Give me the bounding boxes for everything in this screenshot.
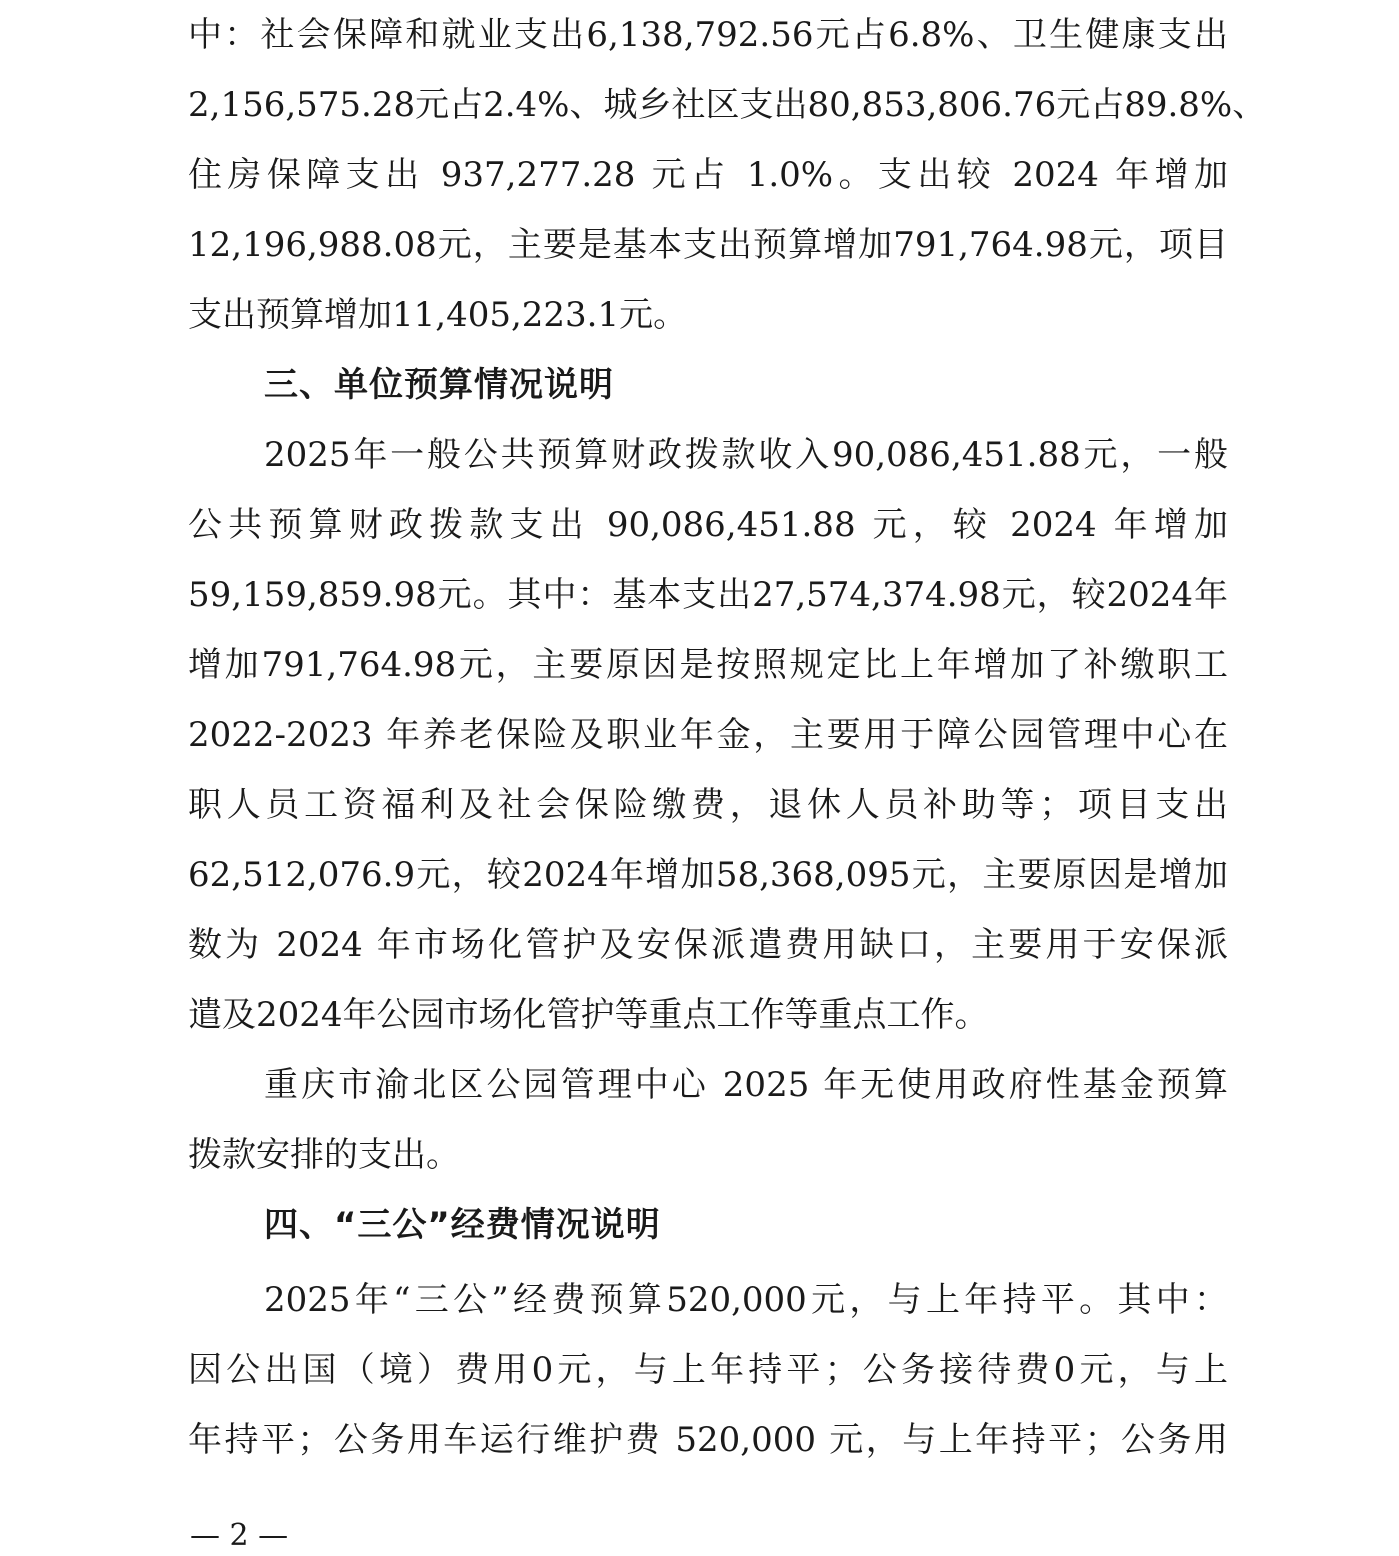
- body-line: 增加791,764.98元，主要原因是按照规定比上年增加了补缴职工: [188, 645, 1228, 685]
- body-line: 职人员工资福利及社会保险缴费，退休人员补助等；项目支出: [188, 785, 1228, 825]
- body-line: 2025年“三公”经费预算520,000元，与上年持平。其中：: [264, 1280, 1228, 1320]
- section-heading-unit-budget: 三、单位预算情况说明: [264, 365, 614, 405]
- body-line: 2022-2023 年养老保险及职业年金，主要用于障公园管理中心在: [188, 715, 1228, 755]
- body-line: 59,159,859.98元。其中：基本支出27,574,374.98元，较2024年: [188, 575, 1228, 615]
- page-number: — 2 —: [190, 1518, 289, 1553]
- body-line: 遣及2024年公园市场化管护等重点工作等重点工作。: [188, 995, 989, 1035]
- body-line: 公共预算财政拨款支出 90,086,451.88 元，较 2024 年增加: [188, 505, 1228, 545]
- body-line: 年持平；公务用车运行维护费 520,000 元，与上年持平；公务用: [188, 1420, 1228, 1460]
- body-line: 2,156,575.28元占2.4%、城乡社区支出80,853,806.76元占89.8%、: [188, 85, 1267, 125]
- section-heading-three-public-expenses: 四、“三公”经费情况说明: [264, 1205, 661, 1245]
- body-line: 中：社会保障和就业支出6,138,792.56元占6.8%、卫生健康支出: [188, 15, 1228, 55]
- body-line: 住房保障支出 937,277.28 元占 1.0%。支出较 2024 年增加: [188, 155, 1228, 195]
- body-line: 拨款安排的支出。: [188, 1135, 460, 1175]
- body-line: 因公出国（境）费用0元，与上年持平；公务接待费0元，与上: [188, 1350, 1228, 1390]
- body-line: 支出预算增加11,405,223.1元。: [188, 295, 688, 335]
- body-line: 12,196,988.08元，主要是基本支出预算增加791,764.98元，项目: [188, 225, 1228, 265]
- body-line: 62,512,076.9元，较2024年增加58,368,095元，主要原因是增加: [188, 855, 1228, 895]
- body-line: 重庆市渝北区公园管理中心 2025 年无使用政府性基金预算: [264, 1065, 1228, 1105]
- body-line: 数为 2024 年市场化管护及安保派遣费用缺口，主要用于安保派: [188, 925, 1228, 965]
- body-line: 2025年一般公共预算财政拨款收入90,086,451.88元，一般: [264, 435, 1228, 475]
